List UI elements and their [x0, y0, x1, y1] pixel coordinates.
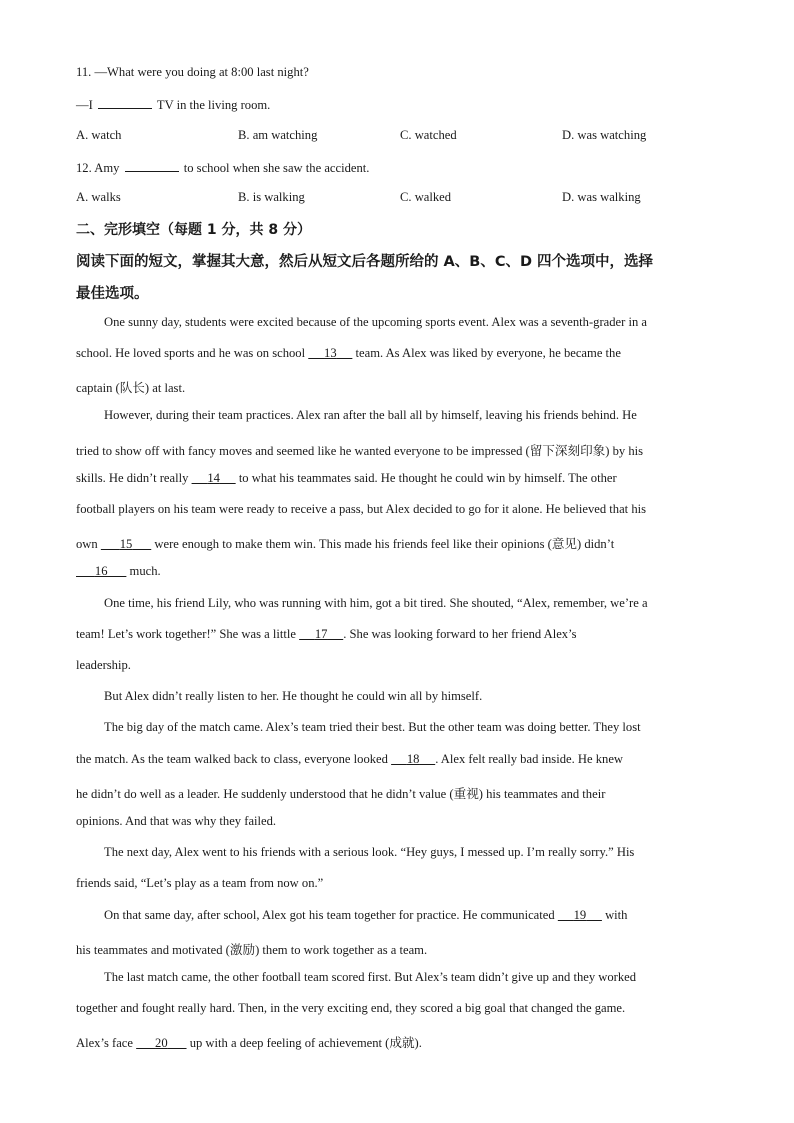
passage-line: tried to show off with fancy moves and seemed like he wanted everyone to be impressed (留下深刻印象) by his	[76, 444, 644, 458]
passage-line: he didn’t do well as a leader. He suddenly understood that he didn’t value (重视) his teammates and their	[76, 787, 606, 801]
passage-line	[76, 533, 614, 552]
passage-line: However, during their team practices. Alex ran after the ball all by himself, leaving his friends behind. He	[104, 408, 637, 422]
passage-text: team! Let’s work together!” She was a little	[76, 627, 296, 641]
question-11-answer-line	[76, 96, 270, 113]
passage-line: his teammates and motivated (激励) them to work together as a team.	[76, 943, 428, 957]
passage-line: opinions. And that was why they failed.	[76, 814, 277, 828]
passage-line	[76, 627, 577, 642]
section-heading: 二、完形填空（每题 1 分，共 8 分）	[76, 222, 311, 238]
passage-text: skills. He didn’t really	[76, 471, 189, 485]
option-b: B. am watching	[238, 128, 318, 142]
passage-text: own	[76, 537, 98, 551]
passage-line: together and fought really hard. Then, in the very exciting end, they scored a big goal that changed the game.	[76, 1001, 626, 1015]
option-a: A. watch	[76, 128, 122, 142]
blank-number: 16	[94, 564, 108, 578]
passage-text: On that same day, after school, Alex got his team together for practice. He communicated	[104, 908, 555, 922]
answer-blank	[98, 96, 152, 109]
passage-text: Alex’s face	[76, 1036, 133, 1050]
passage-line	[76, 752, 623, 767]
passage-line: One time, his friend Lily, who was running with him, got a bit tired. She shouted, “Alex, remember, we’re a	[104, 596, 648, 610]
cloze-blank-17	[299, 627, 343, 641]
passage-line	[76, 346, 621, 361]
option-b: B. is walking	[238, 190, 305, 204]
passage-line: leadership.	[76, 658, 131, 672]
cloze-blank-16	[76, 564, 126, 578]
passage-line: But Alex didn’t really listen to her. He thought he could win all by himself.	[104, 689, 483, 703]
section-instruction-line2: 最佳选项。	[76, 286, 149, 302]
passage-line: One sunny day, students were excited because of the upcoming sports event. Alex was a seventh-grader in a	[104, 315, 647, 329]
passage-line: captain (队长) at last.	[76, 381, 186, 395]
blank-number: 18	[406, 752, 420, 766]
question-text-post: to school when she saw the accident.	[183, 161, 370, 175]
passage-line: The last match came, the other football team scored first. But Alex’s team didn’t give up and they worked	[104, 970, 637, 984]
blank-number: 15	[119, 537, 133, 551]
question-11-stem	[76, 65, 309, 80]
blank-number: 19	[573, 908, 587, 922]
section-instruction-line1: 阅读下面的短文，掌握其大意，然后从短文后各题所给的 A、B、C、D 四个选项中，选择	[76, 254, 654, 270]
question-text-pre: Amy	[94, 161, 120, 175]
passage-text: up with a deep feeling of achievement (成就).	[189, 1036, 422, 1050]
cloze-blank-13	[308, 346, 352, 360]
passage-line: football players on his team were ready to receive a pass, but Alex decided to go for it alone. He believed that his	[76, 502, 647, 516]
passage-line	[76, 1032, 422, 1051]
blank-number: 13	[324, 346, 337, 360]
cloze-blank-20	[136, 1036, 186, 1050]
option-a: A. walks	[76, 190, 121, 204]
blank-number: 17	[314, 627, 328, 641]
passage-text: much.	[129, 564, 161, 578]
cloze-blank-19	[558, 908, 602, 922]
passage-text: . Alex felt really bad inside. He knew	[435, 752, 624, 766]
cloze-blank-14	[192, 471, 236, 485]
passage-text: . She was looking forward to her friend Alex’s	[343, 627, 577, 641]
blank-number: 20	[155, 1036, 168, 1050]
passage-line: The next day, Alex went to his friends with a serious look. “Hey guys, I messed up. I’m really sorry.” His	[104, 845, 635, 859]
cloze-blank-15	[101, 537, 151, 551]
cloze-blank-18	[391, 752, 435, 766]
passage-text: with	[605, 908, 628, 922]
blank-number: 14	[207, 471, 220, 485]
option-c: C. watched	[400, 128, 457, 142]
answer-suffix: TV in the living room.	[156, 98, 271, 112]
option-c: C. walked	[400, 190, 452, 204]
passage-line: The big day of the match came. Alex’s team tried their best. But the other team was doing better. They lost	[104, 720, 641, 734]
passage-line	[76, 471, 617, 486]
option-d: D. was watching	[562, 128, 647, 142]
question-number: 12.	[76, 161, 92, 175]
passage-text: the match. As the team walked back to class, everyone looked	[76, 752, 388, 766]
passage-line	[76, 564, 161, 579]
answer-prefix: —I	[76, 98, 93, 112]
passage-line	[104, 908, 627, 923]
question-12-stem	[76, 159, 369, 176]
passage-text: to what his teammates said. He thought he could win by himself. The other	[238, 471, 617, 485]
question-text: —What were you doing at 8:00 last night?	[94, 65, 309, 79]
passage-text: school. He loved sports and he was on school	[76, 346, 306, 360]
passage-text: were enough to make them win. This made his friends feel like their opinions (意见) didn’t	[154, 537, 615, 551]
option-d: D. was walking	[562, 190, 641, 204]
passage-line: friends said, “Let’s play as a team from now on.”	[76, 876, 324, 890]
question-number: 11.	[76, 65, 92, 79]
answer-blank	[125, 159, 179, 172]
passage-text: team. As Alex was liked by everyone, he became the	[355, 346, 621, 360]
